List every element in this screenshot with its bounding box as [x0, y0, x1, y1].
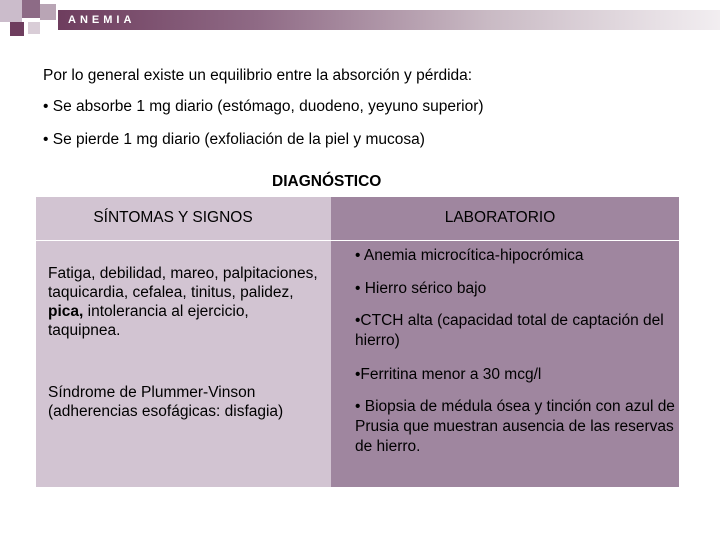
- lab-item: • Biopsia de médula ósea y tinción con azul de Prusia que muestran ausencia de las reservas de hierro.: [355, 398, 675, 455]
- slide-title: ANEMIA: [68, 14, 136, 26]
- decorative-square: [10, 22, 24, 36]
- lab-item: • Hierro sérico bajo: [355, 280, 487, 297]
- header-divider: [36, 240, 331, 241]
- decorative-square: [28, 22, 40, 34]
- lab-item: •CTCH alta (capacidad total de captación del hierro): [355, 312, 664, 349]
- symptoms-list: [48, 264, 323, 340]
- symptoms-text: Fatiga, debilidad, mareo, palpitaciones, taquicardia, cefalea, tinitus, palidez,: [48, 265, 318, 301]
- laboratory-header: LABORATORIO: [444, 209, 556, 226]
- symptom-pica: pica,: [48, 303, 84, 320]
- lab-item: •Ferritina menor a 30 mcg/l: [355, 366, 542, 383]
- intro-bullet: • Se pierde 1 mg diario (exfoliación de la piel y mucosa): [43, 131, 425, 148]
- intro-bullet: • Se absorbe 1 mg diario (estómago, duodeno, yeyuno superior): [43, 98, 484, 115]
- symptoms-header: SÍNTOMAS Y SIGNOS: [93, 209, 253, 226]
- decorative-square: [0, 0, 22, 22]
- header-bar: [58, 10, 720, 30]
- decorative-square: [22, 0, 40, 18]
- symptoms-text: intolerancia al ejercicio, taquipnea.: [48, 303, 249, 339]
- plummer-vinson-text: Síndrome de Plummer-Vinson (adherencias esofágicas: disfagia): [48, 384, 284, 420]
- intro-line: Por lo general existe un equilibrio entre la absorción y pérdida:: [43, 67, 473, 84]
- slide-header: [0, 0, 720, 38]
- header-divider: [331, 240, 679, 241]
- lab-item: • Anemia microcítica-hipocrómica: [355, 247, 584, 264]
- decorative-square: [40, 4, 56, 20]
- section-title: DIAGNÓSTICO: [272, 173, 382, 190]
